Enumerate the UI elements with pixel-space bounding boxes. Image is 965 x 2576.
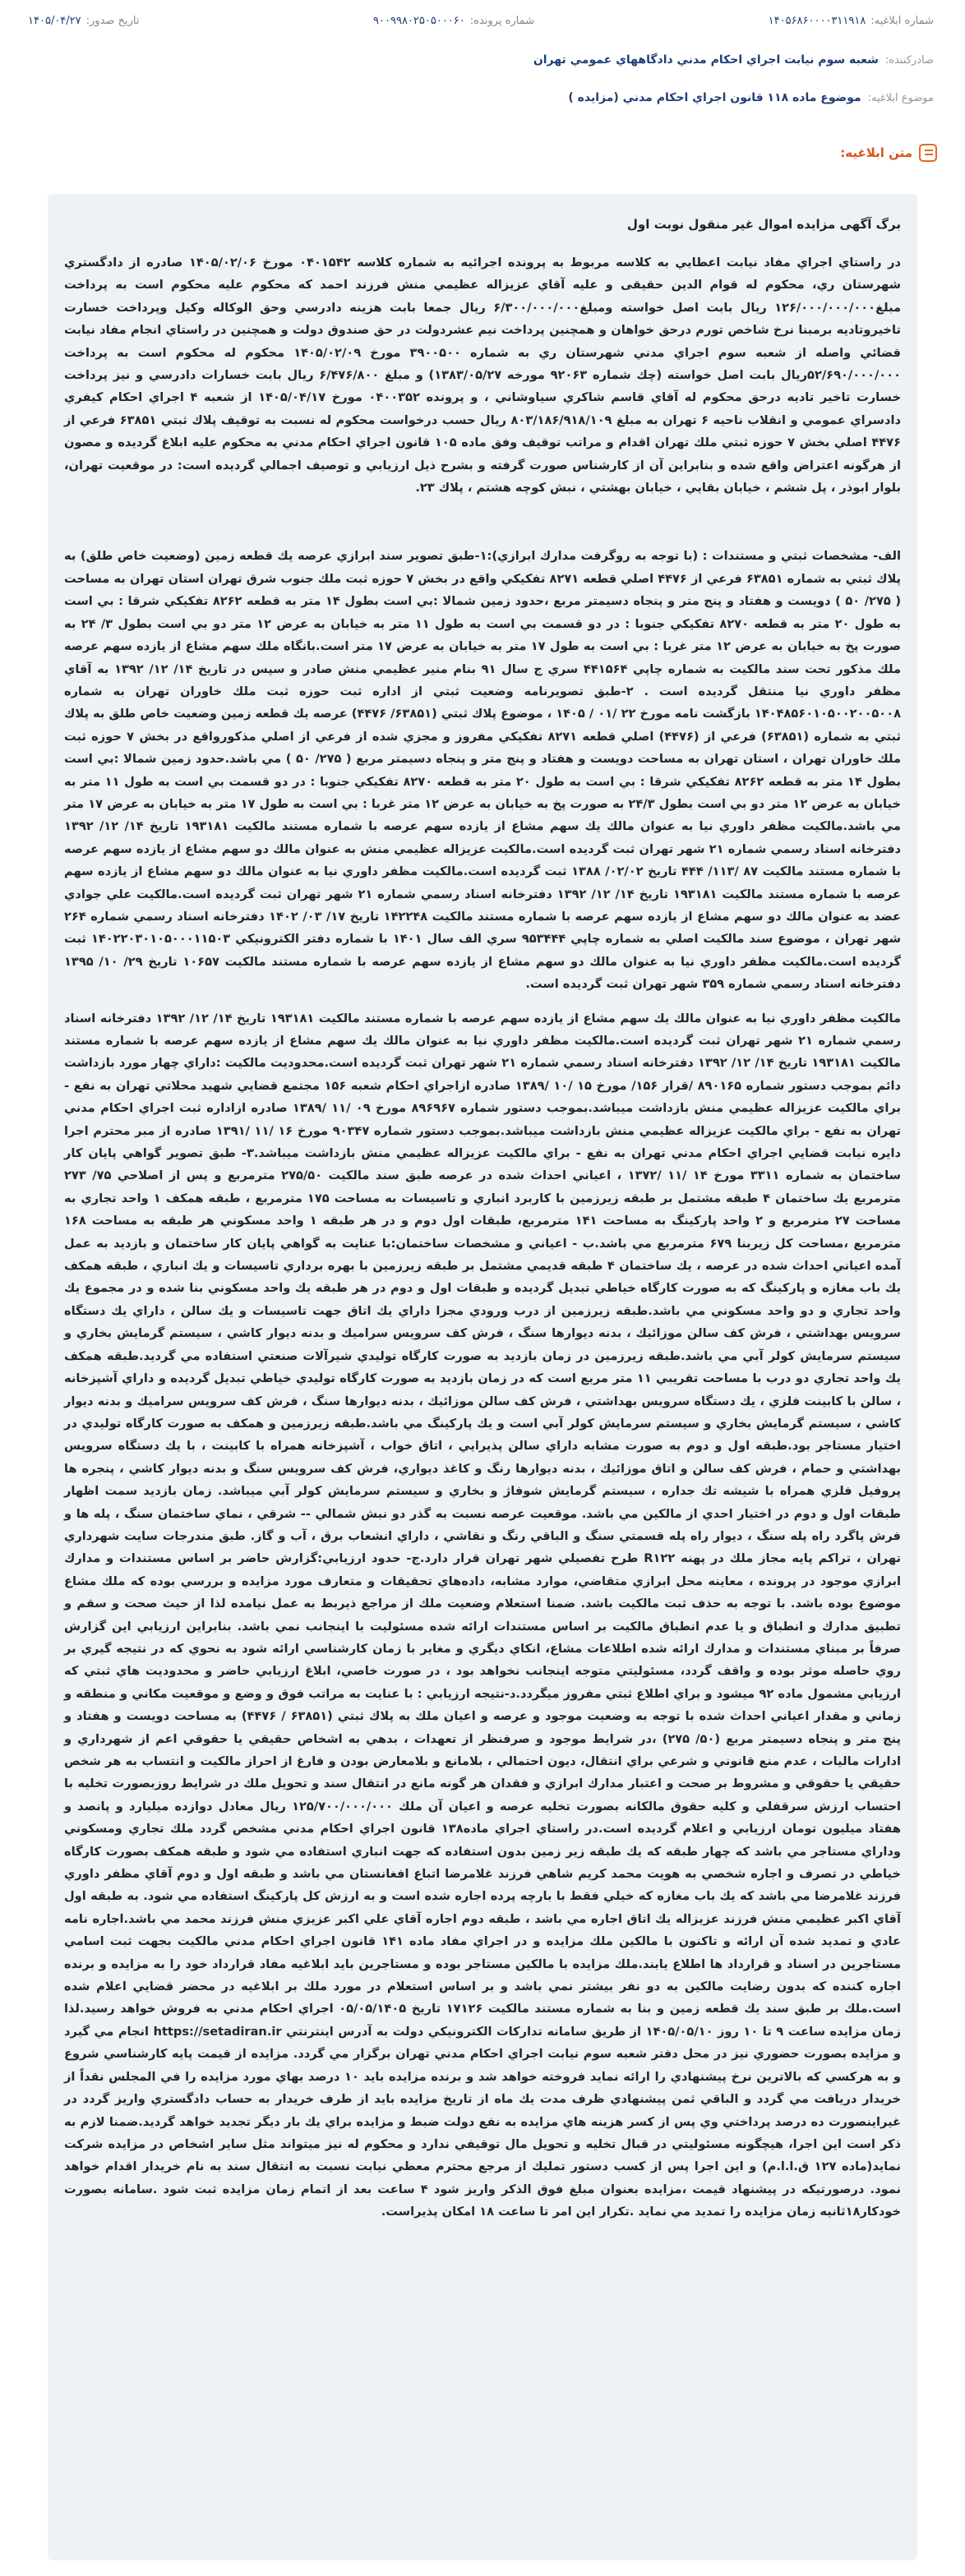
issue-date-group (28, 15, 139, 27)
body-paragraph-3: مالكيت مظفر داوري نيا به عنوان مالك يك سهم مشاع از يازده سهم عرصه با شماره مستند مالكيت ۱۹۳۱۸۱ تاريخ ۱۴/ ۱۲/ ۱۳۹۲ دفترخانه اسناد رسمي شماره ۲۱ شهر تهران ثبت گرديده است.مالكيت مظفر داوري نيا به عنوان مالك يك سهم مشاع از يازده سهم عرصه با شماره مستند مالكيت ۱۹۳۱۸۱ تاريخ ۱۴/ ۱۲/ ۱۳۹۲ دفترخانه اسناد رسمي شماره ۲۱ شهر تهران ثبت گرديده است.محدوديت مالكيت :داراي چهار مورد بازداشت دائم بموجب دستور شماره ۸۹۰۱۶۵ /قرار ۱۵۶/ مورخ ۱۵ /۱۰ /۱۳۸۹ صادره ازاجراي احكام شعبه ۱۵۶ مجتمع قضايي شهيد محلاتي تهران به نفع - براي مالكيت عزيزاله عظيمي منش بازداشت ميباشد.بموجب دستور شماره ۸۹۶۹۶۷ مورخ ۰۹ /۱۱ /۱۳۸۹ صادره ازاداره ثبت اجراي احكام مدني تهران به نفع - براي مالكيت عزيزاله عظيمي منش بازداشت ميباشد.بموجب دستور شماره ۹۰۳۴۷ مورخ ۱۶ /۱۱ /۱۳۹۱ صادره از مبر محترم اجرا دايره نيابت قضايي اجراي احكام مدني تهران به نفع - براي مالكيت عزيزاله عظيمي منش بازداشت ميباشد.۳- طبق تصوير گواهي پايان كار ساختمان به شماره ۳۳۱۱ مورخ ۱۴ /۱۱ /۱۳۷۲ ، اعياني احداث شده در عرصه طبق سند مالكيت ۲۷۵/۵۰ مترمربع و پس از اصلاحي ۷۵/ ۲۷۳ مترمربع يك ساختمان ۴ طبقه مشتمل بر طبقه زيرزمين با كاربرد انباري و تاسيسات به مساحت ۱۷۵ مترمربع ، طبقه همكف ۱ واحد تجاري به مساحت ۲۷ مترمربع و ۲ واحد پاركينگ به مساحت ۱۴۱ مترمربع، طبقات اول دوم و در هر طبقه ۱ واحد مسكوني هر طبقه به مساحت ۱۶۸ مترمربع ،مساحت كل زيربنا ۶۷۹ مترمربع مي باشد.ب - اعياني و مشخصات ساختمان:با عنايت به گواهي پايان كار ساختمان و بازديد به عمل آمده اعياني احداث شده در عرصه ، يك ساختمان ۴ طبقه قديمي مشتمل بر طبقه زيرزمين با بهره برداري تاسيسات و يك انباري ، طبقه همكف يك باب مغازه و پاركينگ كه به صورت كارگاه خياطي تبديل گرديده و طبقات اول و دوم در هر طبقه يك واحد مسكوني بنا شده و در مجموع يك واحد تجاري و دو واحد مسكوني مي باشد.طبقه زيرزمين از درب ورودي مجزا داراي يك اتاق جهت تاسيسات و يك سالن ، داراي يك دستگاه سرويس بهداشتي ، فرش كف سالن موزائيك ، بدنه ديوارها سنگ ، فرش كف سرويس سراميك و بدنه ديوار كاشي ، سيستم گرمايش بخاري و سيستم سرمايش كولر آبي مي باشد.طبقه زيرزمين در زمان بازديد به صورت كارگاه توليدي شيرآلات صنعتي استفاده مي گرديد.طبقه همكف يك واحد تجاري دو درب با مساحت تقريبي ۱۱ متر مربع است كه در زمان بازديد به صورت كارگاه توليدي خياطي تبديل گرديده و داراي آشپزخانه ، سالن با كابينت فلزي ، يك دستگاه سرويس بهداشتي ، فرش كف سالن موزائيك ، بدنه ديوارها سنگ ، فرش كف سرويس سراميك و بدنه ديوار كاشي ، سيستم گرمايش بخاري و سيستم سرمايش كولر آبي است و يك پاركينگ مي باشد.طبقه زيرزمين و همكف به صورت كارگاه توليدي در اختيار مستاجر بود.طبقه اول و دوم به صورت مشابه داراي سالن پذيرايي ، اتاق خواب ، آشپزخانه همراه با كابينت ، با يك دستگاه سرويس بهداشتي و حمام ، فرش كف سالن و اتاق موزائيك ، بدنه ديوارها رنگ و كاغذ ديواري، فرش كف سرويس سنگ و بدنه ديوار كاشي ، پنجره ها پروفيل فلزي همراه با شيشه تك جداره ، سيستم گرمايش شوفاژ و بخاري و سيستم سرمايش كولر آبي ميباشد. زمان بازديد سمت اظهار طبقات اول و دوم در اختيار احدي از مالكين مي باشد. موقعيت عرصه نسبت به گذر دو نبش شمالي -- شرقي ، نماي ساختمان سنگ ، پله ها و فرش پاگرد راه پله سنگ ، ديوار راه پله قسمتي سنگ و الباقي رنگ و نقاشي ، داراي انشعاب برق ، آب و گاز. طبق مندرجات سايت شهرداري تهران ، تراكم پايه مجاز ملك در پهنه R۱۲۲ طرح تفصيلي شهر تهران قرار دارد.ج- حدود ارزيابي:گزارش حاضر بر اساس مستندات و مدارك ابرازي موجود در پرونده ، معاينه محل ابرازي متقاضي، موارد مشابه، داده‌هاي تحقيقات و متعارف مورد مزايده و بررسي بوده كه ملك مشاع موضوع بوده باشد. با توجه به حذف ثبت مالكيت باشد. ضمنا استعلام وضعيت ملك از مراجع ذيربط به عمل نيامده لذا از حيث صحت و سقم و تطبيق مدارك و انطباق و يا عدم انطباق مالكيت بر اساس مستندات ارائه شده مسئوليت با اينجانب نمي باشد. بنابراين ارزيابي اين گزارش صرفاً بر مبناي مستندات و مدارك ارائه شده اطلاعات مشاع، انكاي ديگري و مغاير با زمان كارشناسي ارائه شود به نحوي كه در نتيجه گيري بر روي حاصله موثر بوده و واقف گردد، مسئوليتي متوجه اينجانب نخواهد بود ، در صورت خاصي، ابلاغ ارزيابي حاضر و محدوديت هاي ثبتي كه ارزيابي مشمول ماده ۹۲ ميشود و براي اطلاع ثبتي مفروز ميگردد.د-نتيجه ارزيابي : با عنايت به مراتب فوق و وضع و موقعيت مكاني و منطقه و زماني و مقدار اعياني احداث شده با توجه به وضعيت موجود و عرصه و اعيان ملك به پلاك ثبتي (۶۳۸۵۱ / ۴۴۷۶) به مساحت دويست و هفتاد و پنج متر و پنجاه دسيمتر مربع (۵۰/ ۲۷۵) ،در شرايط موجود و صرفنظر از تعهدات ، بدهي به اشخاص حقيقي يا حقوقي اعم از شهرداري و ادارات ماليات ، عدم منع قانوني و شرعي براي انتقال، ديون احتمالي ، بلامانع و بلامعارض بودن و فارغ از احراز مالكيت و انتساب به هر شخص حقيقي يا حقوقي و مشروط بر صحت و اعتبار مدارك ابرازي و فقدان هر گونه مانع در انتقال سند و تحويل ملك در شرايط روزبصورت تخليه با احتساب ارزش سرقفلي و كليه حقوق مالكانه بصورت تخليه عرصه و اعيان آن ملك ۱۲۵/۷۰۰/۰۰۰/۰۰۰ ريال معادل دوازده ميليارد و پانصد و هفتاد ميليون تومان ارزيابي و اعلام گرديده است.در راستاي اجراي ماده۱۳۸ قانون اجراي احكام مدني مشخص گردد ملك تجاري ومسكوني وداراي مستاجر مي باشد كه چهار طبقه كه يك طبقه زير زمين بدون استفاده كه جهت انباري استفاده مي شود و طبقه همكف بصورت كارگاه خياطي در تصرف و اجاره شخصي به هويت محمد كريم شاهي فرزند غلامرضا اتباع افغانستان مي باشد و طبقه اول و دوم آقاي مظفر داوري فرزند غلامرضا مي باشد كه يك باب مغازه كه خيلي فقط با بارچه پرده اجاره شده است و به ارزش كل پاركينگ استفاده مي شود. به طبقه اول آقاي اكبر عظيمي منش فرزند عزيزاله يك اتاق اجاره مي باشد ، طبقه دوم اجاره آقاي علي اكبر عزيزي منش فرزند محمد مي باشد.اجاره نامه عادي و تمديد شده آن ارائه و تاكنون با مالكين ملك مزايده و در اجراي مفاد ماده ۱۴۱ قانون اجراي احكام مدني مالكيت بجهت ثبت اسامي مستاجرين در اسناد و قرارداد ها اطلاع يابند.ملك مزايده با مالكين مستاجر بوده و مستاجرين بايد ابلاغيه مفاد قرارداد خود را به مزايده و برنده اجاره كننده كه بدون رضايت مالكين به دو نفر بيشتر نمي باشد و بر اساس استعلام در مورد ملك بر ابلاغيه در محضر قضايي اعلام شده است.ملك بر طبق سند يك قطعه زمين و بنا به شماره مستند مالكيت ۱۷۱۲۶ تاريخ ۰۵/۰۵/۱۴۰۵ اجراي احكام مدني به فروش خواهد رسيد.لذا زمان مزايده ساعت ۹ تا ۱۰ روز ۱۴۰۵/۰۵/۱۰ از طريق سامانه تداركات الكترونيكي دولت به آدرس اينترنتي https://setadiran.ir انجام مي گيرد و مزايده بصورت حضوري نيز در محل دفتر شعبه سوم نيابت اجراي احكام مدني تهران برگزار مي گردد. مزايده از قيمت پايه كارشناسي شروع و به هركسي كه بالاترين نرخ پيشنهادي را ارائه نمايد فروخته خواهد شد و برنده مزايده بايد ۱۰ درصد بهاي مورد مزايده را في المجلس نقداً از خريدار دريافت مي گردد و الباقي ثمن پيشنهادي ظرف مدت يك ماه از تاريخ مزايده بايد از طرف خريدار به حساب دادگستري واريز گردد در غيراينصورت ده درصد پرداختي وي پس از كسر هزينه هاي مزايده به نفع دولت ضبط و مزايده براي يك بار ديگر تجديد خواهد گرديد.ضمنا لازم به ذكر است اين اجرا، هيچگونه مسئوليتي در قبال تخليه و تحويل مال توقيفي ندارد و محكوم له نيز ميتواند مثل ساير اشخاص در مزايده شركت نمايد(ماده ۱۲۷ ق.ا.ا.م) و اين اجرا پس از كسب دستور تمليك از مرجع محترم معطي نيابت نسبت به انتقال سند به نام خريدار اقدام خواهد نمود. درصورتيكه در پيشنهاد قيمت ،مزايده بعنوان مبلغ فوق الذكر واريز شود ۴ ساعت بعد از اتمام زمان مزايده ثبت شود .سامانه بصورت خودكار۱۸ثانيه زمان مزايده را تمديد مي نمايد .تكرار اين امر تا ساعت ۱۸ امكان پذيراست. (64, 1011, 902, 2219)
file-number: ۹۰۰۹۹۸۰۲۵۰۵۰۰۰۶۰ (373, 14, 465, 27)
notice-number: ۱۴۰۵۶۸۶۰۰۰۰۳۱۱۹۱۸ (768, 14, 866, 27)
notice-text-heading (0, 133, 965, 173)
notice-body (48, 194, 917, 2560)
issuer-row (0, 41, 965, 79)
document-icon (919, 144, 937, 162)
paragraph-spacer (64, 499, 901, 545)
file-number-group (373, 15, 534, 27)
body-paragraph-1: در راستاي اجراي مفاد نيابت اعطايي به كلاسه مربوط به پرونده اجرائيه به شماره كلاسه ۰۴۰۱۵۴۲ مورخ ۱۴۰۵/۰۲/۰۶ صادره از دادگستري شهرستان ري، محكوم له قوام الدين حقيقى و عليه آقاي عزيزاله عظيمي منش فرزند احمد كه محكوم عليه محكوم است به پرداخت مبلغ۱۲۶/۰۰۰/۰۰۰/۰۰۰ ريال بابت اصل خواسته ومبلغ۶/۳۰۰/۰۰۰/۰۰۰ ريال جمعا بابت هزينه دادرسي وحق الوكاله وكيل وپرداخت خسارت تاخيروتاديه برمبنا نرخ شاخص تورم درحق خواهان و همچنين پرداخت نيم عشردولت در حق صندوق دولت و همچنين در راستاي انجام مفاد نيابت قضائي واصله از شعبه سوم اجراي مدني شهرستان ري به شماره ۳۹۰۰۵۰۰ مورخ ۱۴۰۵/۰۲/۰۹ محكوم له محكوم است به پرداخت ۵۲/۶۹۰/۰۰۰/۰۰۰ريال بابت اصل خواسته (چك شماره ۹۲۰۶۳ مورخه ۱۳۸۳/۰۵/۲۷) و مبلغ ۶/۴۷۶/۸۰۰ ريال بابت خسارات دادرسي و نيز پرداخت خسارت تاخير تاديه درحق محكوم له آقاي قاسم شاكري سياوشاني ، و پرونده ۰۴۰۰۳۵۲ مورخ ۱۴۰۵/۰۴/۱۷ از شعبه ۴ اجراي احكام كيفري دادسراي عمومي و انقلاب ناحيه ۶ تهران به مبلغ ۸۰۳/۱۸۶/۹۱۸/۱۰۹ ريال حسب درخواست محكوم له نسبت به توقيف پلاك ثبتي ۶۳۸۵۱ فرعي از ۴۴۷۶ اصلي بخش ۷ حوزه ثبتي ملك تهران اقدام و مراتب توقيف وفق ماده ۱۰۵ قانون اجراي احكام مدني به محكوم عليه ابلاغ گرديده و مصون از هرگونه اعتراض واقع شده و بنابراين آن از كارشناس صورت گرفته و بشرح ذيل ارزيابي و توصيف اجمالي گرديده است: در موقعيت تهران، بلوار ابوذر ، پل ششم ، خيابان بقايي ، خيابان بهشتي ، نبش كوچه هشتم ، پلاك ۲۳. (64, 256, 902, 495)
notice-header (0, 0, 965, 41)
ad-title: برگ آگهی مزایده اموال غیر منقول نوبت اول (626, 217, 901, 232)
subject-row (0, 79, 965, 117)
subject-value: موضوع ماده ۱۱۸ قانون اجراي احكام مدني (مزايده ) (568, 91, 861, 104)
subject-label: موضوع ابلاغیه: (867, 91, 934, 104)
file-number-label: شماره پرونده: (469, 14, 535, 27)
issue-date: ۱۴۰۵/۰۴/۲۷ (28, 14, 81, 27)
notice-number-group (769, 15, 934, 27)
issuer-label: صادرکننده: (884, 53, 934, 67)
body-paragraph-2: الف- مشخصات ثبتي و مستندات : (با توجه به روگرفت مدارك ابرازي):۱-طبق تصوير سند ابرازي عرصه يك قطعه زمين (وضعيت خاص طلق) به پلاك ثبتي به شماره ۶۳۸۵۱ فرعي از ۴۴۷۶ اصلي قطعه ۸۲۷۱ تفكيكي واقع در بخش ۷ حوزه ثبت ملك جنوب شرق تهران استان تهران به مساحت ( ۲۷۵/ ۵۰ ) دويست و هفتاد و پنج متر و پنجاه دسيمتر مربع ،حدود زمين شمالا :بي است بطول ۱۴ متر به قطعه ۸۲۶۲ تفكيكي شرقا : بي است به طول ۲۰ متر به قطعه ۸۲۷۰ تفكيكي جنوبا : در دو قسمت بي است به طول ۱۱ متر به خيابان به عرض ۱۲ متر دو بي است بطول ۳/ ۲۴ به صورت پخ به خيابان به عرض ۱۲ متر غربا : بي است به طول ۱۷ متر به خيابان به عرض ۱۷ متر است.بانگاه ملك سهم مشاع از يازده سهم عرصه ملك مذكور تحت سند مالكيت به شماره چاپي ۴۴۱۵۶۴ سري ج سال ۹۱ بنام منير عظيمي منش صادر و سپس در تاريخ ۱۴/ ۱۲/ ۱۳۹۲ به آقاي مظفر داوري نيا منتقل گرديده است . ۲-طبق تصويرنامه وضعيت ثبتي از اداره ثبت حوزه ثبت ملك خاوران تهران به شماره ۱۴۰۴۸۵۶۰۱۰۵۰۰۲۰۰۵۰۰۸ بازگشت نامه مورخ ۲۲ /۰۱ / ۱۴۰۵ ، موضوع پلاك ثبتي (۶۳۸۵۱/ ۴۴۷۶) عرصه يك قطعه زمين وضعيت خاص طلق به پلاك ثبتي به شماره (۶۳۸۵۱) فرعي از (۴۴۷۶) اصلي قطعه ۸۲۷۱ تفكيكي مفروز و مجزي شده از فرعي از اصلي مذكورواقع در بخش ۷ حوزه ثبت ملك خاوران تهران ، استان تهران به مساحت دويست و هفتاد و پنج متر و پنجاه دسيمتر مربع ( ۲۷۵/ ۵۰ ) مي باشد.حدود زمين شمالا :بي است بطول ۱۴ متر به قطعه ۸۲۶۲ تفكيكي شرقا : بي است به طول ۲۰ متر به قطعه ۸۲۷۰ تفكيكي جنوبا : در دو قسمت بي است به طول ۱۱ متر به خيابان به عرض ۱۲ متر دو بي است بطول ۲۴/۳ به صورت پخ به خيابان به عرض ۱۲ متر غربا : بي است به طول ۱۷ متر به خيابان به عرض ۱۷ متر مي باشد.مالكيت مظفر داوري نيا به عنوان مالك يك سهم مشاع از يازده سهم عرصه با شماره مستند مالكيت ۱۹۳۱۸۱ تاريخ ۱۴/ ۱۲/ ۱۳۹۲ دفترخانه اسناد رسمي شماره ۲۱ شهر تهران ثبت گرديده است.مالكيت عزيزاله عظيمي منش به عنوان مالك دو سهم مشاع از يازده سهم عرصه با شماره مستند مالكيت ۸۷ /۱۱۳/ ۴۴۴ تاريخ ۰۲/۰۲/ ۱۳۸۸ ثبت گرديده است.مالكيت مظفر داوري نيا به عنوان مالك دو سهم مشاع از يازده سهم عرصه با شماره مستند مالكيت ۱۹۳۱۸۱ تاريخ ۱۴/ ۱۲/ ۱۳۹۲ دفترخانه اسناد رسمي شماره ۲۱ شهر تهران ثبت گرديده است.مالكيت علي جوادي عضد به عنوان مالك دو سهم مشاع از يازده سهم عرصه با شماره مستند مالكيت ۱۴۲۲۴۸ تاريخ ۱۷/ ۰۳/ ۱۴۰۲ دفترخانه اسناد رسمي شماره ۲۶۴ شهر تهران ، موضوع سند مالكيت اصلي به شماره چاپي ۹۵۳۴۴۴ سري الف سال ۱۴۰۱ با شماره دفتر الكترونيكي ۱۴۰۲۲۰۳۰۱۰۵۰۰۰۱۱۵۰۳ ثبت گرديده است.مالكيت مظفر داوري نيا به عنوان مالك دو سهم مشاع از يازده سهم عرصه با شماره مستند مالكيت ۱۰۶۵۷ تاريخ ۲۹/ ۱۰/ ۱۳۹۵ دفترخانه اسناد رسمي شماره ۳۵۹ شهر تهران ثبت گرديده است. (64, 549, 902, 992)
issuer-value: شعبه سوم نيابت اجراي احكام مدني دادگاههاي عمومي تهران (533, 53, 879, 67)
notice-text-title: متن ابلاغیه: (840, 145, 912, 160)
issue-date-label: تاریخ صدور: (85, 14, 140, 27)
notice-number-label: شماره ابلاغیه: (870, 14, 934, 27)
